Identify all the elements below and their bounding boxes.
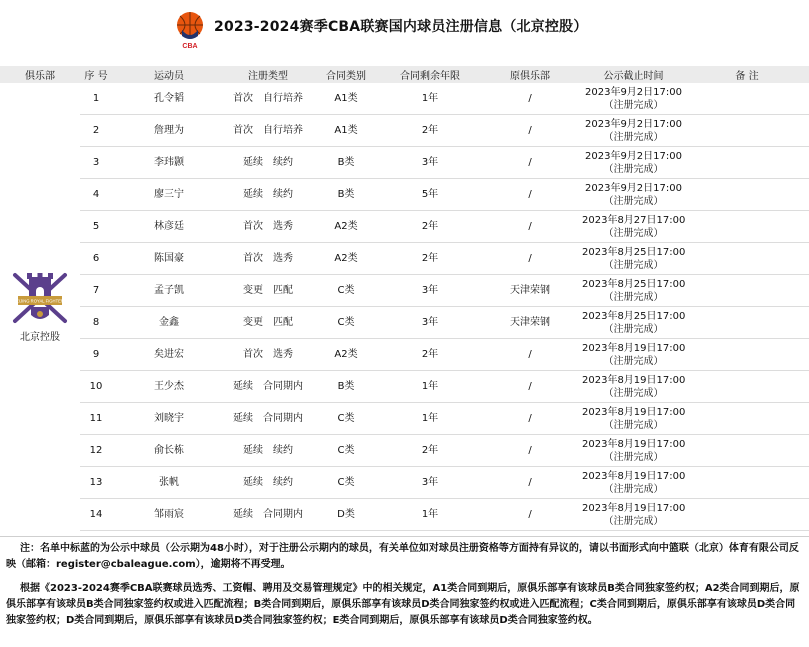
- cell-remark: [685, 307, 809, 339]
- cell-no: [80, 435, 112, 467]
- reg-type-primary: 首次: [243, 221, 263, 232]
- registration-status: （注册完成）: [603, 131, 664, 143]
- cell-years: [382, 403, 478, 435]
- cell-years: [382, 339, 478, 371]
- cell-no: [80, 275, 112, 307]
- cell-reg-type: [226, 243, 310, 275]
- cell-reg-type: [226, 211, 310, 243]
- row-number: 6: [92, 253, 100, 264]
- cell-reg-type: [226, 147, 310, 179]
- cell-years: [382, 179, 478, 211]
- registration-status: （注册完成）: [603, 163, 664, 175]
- registration-status: （注册完成）: [603, 195, 664, 207]
- cell-deadline: [582, 115, 685, 147]
- contract-years: 2年: [421, 445, 439, 456]
- contract-class: D类: [337, 509, 355, 520]
- contract-years: 2年: [421, 221, 439, 232]
- table-row: [0, 371, 809, 403]
- contract-years: 1年: [421, 509, 439, 520]
- registration-status: （注册完成）: [603, 419, 664, 431]
- table-row: [0, 115, 809, 147]
- row-number: 2: [92, 125, 100, 136]
- deadline-date: 2023年8月27日17:00: [582, 214, 686, 226]
- reg-type-secondary: 合同期内: [263, 413, 303, 424]
- contract-class: C类: [337, 413, 355, 424]
- cell-player: [112, 435, 226, 467]
- table-row: [0, 147, 809, 179]
- cell-player: [112, 211, 226, 243]
- contract-years: 1年: [421, 381, 439, 392]
- previous-club: 天津荣钢: [510, 285, 550, 296]
- deadline-date: 2023年8月19日17:00: [582, 374, 686, 386]
- player-name: 孔令韬: [154, 93, 184, 104]
- cell-contract: [310, 467, 382, 499]
- cell-remark: [685, 339, 809, 371]
- contract-class: A1类: [334, 125, 358, 136]
- cell-prev-club: [478, 435, 582, 467]
- cell-reg-type: [226, 435, 310, 467]
- cell-years: [382, 307, 478, 339]
- row-number: 3: [92, 157, 100, 168]
- cell-prev-club: [478, 243, 582, 275]
- note-contract-rules: 根据《2023-2024赛季CBA联赛球员选秀、工资帽、聘用及交易管理规定》中的相关规定，A1类合同到期后，原俱乐部享有该球员B类合同独家签约权；A2类合同到期后，原俱乐部享有该球员B类合同独家签约权或进入匹配流程；B类合同到期后，原俱乐部享有该球员D类合同独家签约权或进入匹配流程；C类合同到期后，原俱乐部享有该球员D类合同独家签约权；D类合同到期后，原俱乐部享有该球员D类合同独家签约权；E类合同到期后，原俱乐部享有该球员D类合同独家签约权。: [6, 583, 800, 626]
- reg-type-primary: 首次: [243, 253, 263, 264]
- cell-deadline: [582, 307, 685, 339]
- cell-remark: [685, 403, 809, 435]
- contract-years: 3年: [421, 477, 439, 488]
- cell-contract: [310, 403, 382, 435]
- cell-contract: [310, 435, 382, 467]
- reg-type-secondary: 选秀: [273, 349, 293, 360]
- reg-type-secondary: 合同期内: [263, 509, 303, 520]
- reg-type-primary: 延续: [243, 445, 263, 456]
- cell-prev-club: [478, 83, 582, 115]
- contract-class: A1类: [334, 93, 358, 104]
- cell-no: [80, 339, 112, 371]
- reg-type-secondary: 匹配: [273, 317, 293, 328]
- cell-player: [112, 83, 226, 115]
- player-name: 矣进宏: [154, 349, 184, 360]
- cell-remark: [685, 467, 809, 499]
- deadline-date: 2023年8月25日17:00: [582, 278, 686, 290]
- registration-status: （注册完成）: [603, 387, 664, 399]
- cell-no: [80, 403, 112, 435]
- contract-years: 3年: [421, 285, 439, 296]
- table-row: [0, 275, 809, 307]
- registration-status: （注册完成）: [603, 515, 664, 527]
- reg-type-primary: 延续: [243, 157, 263, 168]
- reg-type-primary: 首次: [243, 349, 263, 360]
- previous-club: /: [528, 157, 532, 168]
- deadline-date: 2023年9月2日17:00: [585, 150, 682, 162]
- row-number: 4: [92, 189, 100, 200]
- table-row: [0, 243, 809, 275]
- cell-reg-type: [226, 115, 310, 147]
- previous-club: /: [528, 221, 532, 232]
- reg-type-primary: 变更: [243, 317, 263, 328]
- col-header-club: 俱乐部: [0, 66, 80, 83]
- cell-player: [112, 243, 226, 275]
- registration-status: （注册完成）: [603, 291, 664, 303]
- cell-prev-club: [478, 499, 582, 531]
- previous-club: /: [528, 349, 532, 360]
- cell-player: [112, 115, 226, 147]
- row-number: 13: [89, 477, 103, 488]
- cell-remark: [685, 275, 809, 307]
- cell-remark: [685, 147, 809, 179]
- player-name: 王少杰: [154, 381, 184, 392]
- cell-years: [382, 83, 478, 115]
- contract-class: A2类: [334, 253, 358, 264]
- cell-remark: [685, 243, 809, 275]
- cell-no: [80, 179, 112, 211]
- table-row: [0, 467, 809, 499]
- deadline-date: 2023年8月19日17:00: [582, 342, 686, 354]
- player-name: 林彦廷: [154, 221, 184, 232]
- player-name: 俞长栋: [154, 445, 184, 456]
- logo-text: CBA: [182, 43, 198, 50]
- cell-player: [112, 371, 226, 403]
- cell-contract: [310, 147, 382, 179]
- deadline-date: 2023年8月19日17:00: [582, 438, 686, 450]
- cell-prev-club: [478, 211, 582, 243]
- cell-deadline: [582, 435, 685, 467]
- cell-deadline: [582, 467, 685, 499]
- col-header-player: 运动员: [112, 66, 226, 83]
- cell-player: [112, 275, 226, 307]
- reg-type-primary: 延续: [233, 413, 253, 424]
- cell-years: [382, 211, 478, 243]
- cell-years: [382, 147, 478, 179]
- cell-prev-club: [478, 179, 582, 211]
- notes-section: [0, 536, 809, 647]
- player-name: 李玮颢: [154, 157, 184, 168]
- col-header-remark: 备 注: [685, 66, 809, 83]
- reg-type-secondary: 续约: [273, 189, 293, 200]
- cell-player: [112, 403, 226, 435]
- cell-no: [80, 499, 112, 531]
- reg-type-secondary: 续约: [273, 157, 293, 168]
- cell-contract: [310, 499, 382, 531]
- cell-player: [112, 179, 226, 211]
- cell-reg-type: [226, 499, 310, 531]
- registration-table: [0, 66, 809, 531]
- cell-years: [382, 243, 478, 275]
- cell-prev-club: [478, 115, 582, 147]
- table-row: [0, 307, 809, 339]
- cell-reg-type: [226, 275, 310, 307]
- reg-type-secondary: 匹配: [273, 285, 293, 296]
- reg-type-primary: 首次: [233, 125, 253, 136]
- cell-deadline: [582, 211, 685, 243]
- player-name: 金鑫: [159, 317, 179, 328]
- cell-no: [80, 115, 112, 147]
- cell-deadline: [582, 147, 685, 179]
- reg-type-secondary: 自行培养: [263, 125, 303, 136]
- cell-no: [80, 467, 112, 499]
- row-number: 5: [92, 221, 100, 232]
- player-name: 詹理为: [154, 125, 184, 136]
- cell-reg-type: [226, 307, 310, 339]
- table-header-row: [0, 66, 809, 83]
- reg-type-primary: 延续: [243, 189, 263, 200]
- table-body: [0, 83, 809, 531]
- cell-reg-type: [226, 179, 310, 211]
- previous-club: /: [528, 445, 532, 456]
- cell-contract: [310, 115, 382, 147]
- contract-class: A2类: [334, 221, 358, 232]
- contract-years: 3年: [421, 317, 439, 328]
- deadline-date: 2023年8月19日17:00: [582, 406, 686, 418]
- previous-club: /: [528, 413, 532, 424]
- contract-class: C类: [337, 285, 355, 296]
- cell-remark: [685, 371, 809, 403]
- cell-deadline: [582, 243, 685, 275]
- contract-years: 2年: [421, 253, 439, 264]
- cell-remark: [685, 499, 809, 531]
- reg-type-secondary: 续约: [273, 477, 293, 488]
- cell-deadline: [582, 275, 685, 307]
- contract-class: B类: [337, 381, 355, 392]
- reg-type-secondary: 自行培养: [263, 93, 303, 104]
- cell-deadline: [582, 499, 685, 531]
- cell-years: [382, 115, 478, 147]
- reg-type-secondary: 续约: [273, 445, 293, 456]
- cell-years: [382, 499, 478, 531]
- row-number: 8: [92, 317, 100, 328]
- previous-club: /: [528, 381, 532, 392]
- table-row: [0, 499, 809, 531]
- row-number: 9: [92, 349, 100, 360]
- club-name: 北京控股: [20, 332, 60, 344]
- cell-no: [80, 147, 112, 179]
- cell-prev-club: [478, 307, 582, 339]
- club-badge-icon: [9, 269, 71, 327]
- cell-no: [80, 371, 112, 403]
- cell-prev-club: [478, 339, 582, 371]
- cell-deadline: [582, 339, 685, 371]
- contract-years: 2年: [421, 349, 439, 360]
- registration-status: （注册完成）: [603, 451, 664, 463]
- table-row: [0, 179, 809, 211]
- deadline-date: 2023年8月19日17:00: [582, 470, 686, 482]
- deadline-date: 2023年8月25日17:00: [582, 246, 686, 258]
- table-row: [0, 83, 809, 115]
- previous-club: /: [528, 125, 532, 136]
- cell-no: [80, 211, 112, 243]
- previous-club: /: [528, 93, 532, 104]
- contract-class: B类: [337, 189, 355, 200]
- cell-reg-type: [226, 83, 310, 115]
- table-row: [0, 435, 809, 467]
- reg-type-secondary: 合同期内: [263, 381, 303, 392]
- contract-class: C类: [337, 445, 355, 456]
- registration-status: （注册完成）: [603, 483, 664, 495]
- reg-type-primary: 变更: [243, 285, 263, 296]
- deadline-date: 2023年9月2日17:00: [585, 118, 682, 130]
- cell-deadline: [582, 83, 685, 115]
- page-header: [0, 0, 809, 66]
- cell-reg-type: [226, 339, 310, 371]
- cell-contract: [310, 211, 382, 243]
- col-header-prev-club: 原俱乐部: [478, 66, 582, 83]
- row-number: 14: [89, 509, 103, 520]
- col-header-years: 合同剩余年限: [382, 66, 478, 83]
- cba-logo-icon: [174, 10, 206, 50]
- row-number: 7: [92, 285, 100, 296]
- cell-years: [382, 371, 478, 403]
- note-disclaimer: 注：名单中标蓝的为公示中球员（公示期为48小时），对于注册公示期内的球员，有关单位如对球员注册资格等方面持有异议的，请以书面形式向中篮联（北京）体育有限公司反映（邮箱：register@cbaleague.com），逾期将不再受理。: [6, 543, 799, 570]
- cell-contract: [310, 83, 382, 115]
- contract-years: 2年: [421, 125, 439, 136]
- reg-type-secondary: 选秀: [273, 221, 293, 232]
- deadline-date: 2023年8月19日17:00: [582, 502, 686, 514]
- contract-class: C类: [337, 477, 355, 488]
- contract-years: 3年: [421, 157, 439, 168]
- col-header-contract: 合同类别: [310, 66, 382, 83]
- cell-prev-club: [478, 371, 582, 403]
- cell-years: [382, 435, 478, 467]
- reg-type-primary: 延续: [233, 509, 253, 520]
- cell-deadline: [582, 403, 685, 435]
- row-number: 10: [89, 381, 103, 392]
- cell-prev-club: [478, 403, 582, 435]
- cell-contract: [310, 179, 382, 211]
- col-header-deadline: 公示截止时间: [582, 66, 685, 83]
- cell-years: [382, 467, 478, 499]
- contract-class: C类: [337, 317, 355, 328]
- deadline-date: 2023年9月2日17:00: [585, 182, 682, 194]
- registration-status: （注册完成）: [603, 99, 664, 111]
- cell-remark: [685, 211, 809, 243]
- cell-player: [112, 499, 226, 531]
- page-title: 2023-2024赛季CBA联赛国内球员注册信息（北京控股）: [214, 19, 588, 35]
- player-name: 廖三宁: [154, 189, 184, 200]
- table-row: [0, 403, 809, 435]
- cell-remark: [685, 435, 809, 467]
- registration-status: （注册完成）: [603, 323, 664, 335]
- player-name: 刘晓宇: [154, 413, 184, 424]
- previous-club: /: [528, 509, 532, 520]
- cell-remark: [685, 179, 809, 211]
- reg-type-secondary: 选秀: [273, 253, 293, 264]
- cell-contract: [310, 243, 382, 275]
- col-header-no: 序 号: [80, 66, 112, 83]
- badge-banner-text: BEIJING ROYAL FIGHTERS: [13, 298, 67, 304]
- previous-club: /: [528, 253, 532, 264]
- contract-class: A2类: [334, 349, 358, 360]
- club-cell: [0, 83, 80, 531]
- cell-contract: [310, 339, 382, 371]
- contract-years: 1年: [421, 413, 439, 424]
- cell-contract: [310, 307, 382, 339]
- previous-club: /: [528, 189, 532, 200]
- cell-player: [112, 339, 226, 371]
- player-name: 孟子凯: [154, 285, 184, 296]
- registration-status: （注册完成）: [603, 259, 664, 271]
- registration-status: （注册完成）: [603, 227, 664, 239]
- cell-prev-club: [478, 467, 582, 499]
- cell-player: [112, 307, 226, 339]
- previous-club: 天津荣钢: [510, 317, 550, 328]
- row-number: 11: [89, 413, 103, 424]
- cell-deadline: [582, 179, 685, 211]
- cell-player: [112, 147, 226, 179]
- cell-prev-club: [478, 147, 582, 179]
- cell-years: [382, 275, 478, 307]
- cell-no: [80, 83, 112, 115]
- cell-no: [80, 243, 112, 275]
- player-name: 陈国豪: [154, 253, 184, 264]
- cell-reg-type: [226, 467, 310, 499]
- contract-class: B类: [337, 157, 355, 168]
- deadline-date: 2023年8月25日17:00: [582, 310, 686, 322]
- cell-deadline: [582, 371, 685, 403]
- reg-type-primary: 延续: [243, 477, 263, 488]
- cell-remark: [685, 83, 809, 115]
- table-row: [0, 211, 809, 243]
- reg-type-primary: 首次: [233, 93, 253, 104]
- table-row: [0, 339, 809, 371]
- cell-prev-club: [478, 275, 582, 307]
- col-header-reg-type: 注册类型: [226, 66, 310, 83]
- cell-contract: [310, 371, 382, 403]
- contract-years: 1年: [421, 93, 439, 104]
- reg-type-primary: 延续: [233, 381, 253, 392]
- cell-reg-type: [226, 371, 310, 403]
- player-name: 邹雨宸: [154, 509, 184, 520]
- row-number: 12: [89, 445, 103, 456]
- player-name: 张帆: [159, 477, 179, 488]
- cell-no: [80, 307, 112, 339]
- cell-player: [112, 467, 226, 499]
- row-number: 1: [92, 93, 100, 104]
- registration-status: （注册完成）: [603, 355, 664, 367]
- cell-reg-type: [226, 403, 310, 435]
- deadline-date: 2023年9月2日17:00: [585, 86, 682, 98]
- cell-contract: [310, 275, 382, 307]
- previous-club: /: [528, 477, 532, 488]
- cell-remark: [685, 115, 809, 147]
- contract-years: 5年: [421, 189, 439, 200]
